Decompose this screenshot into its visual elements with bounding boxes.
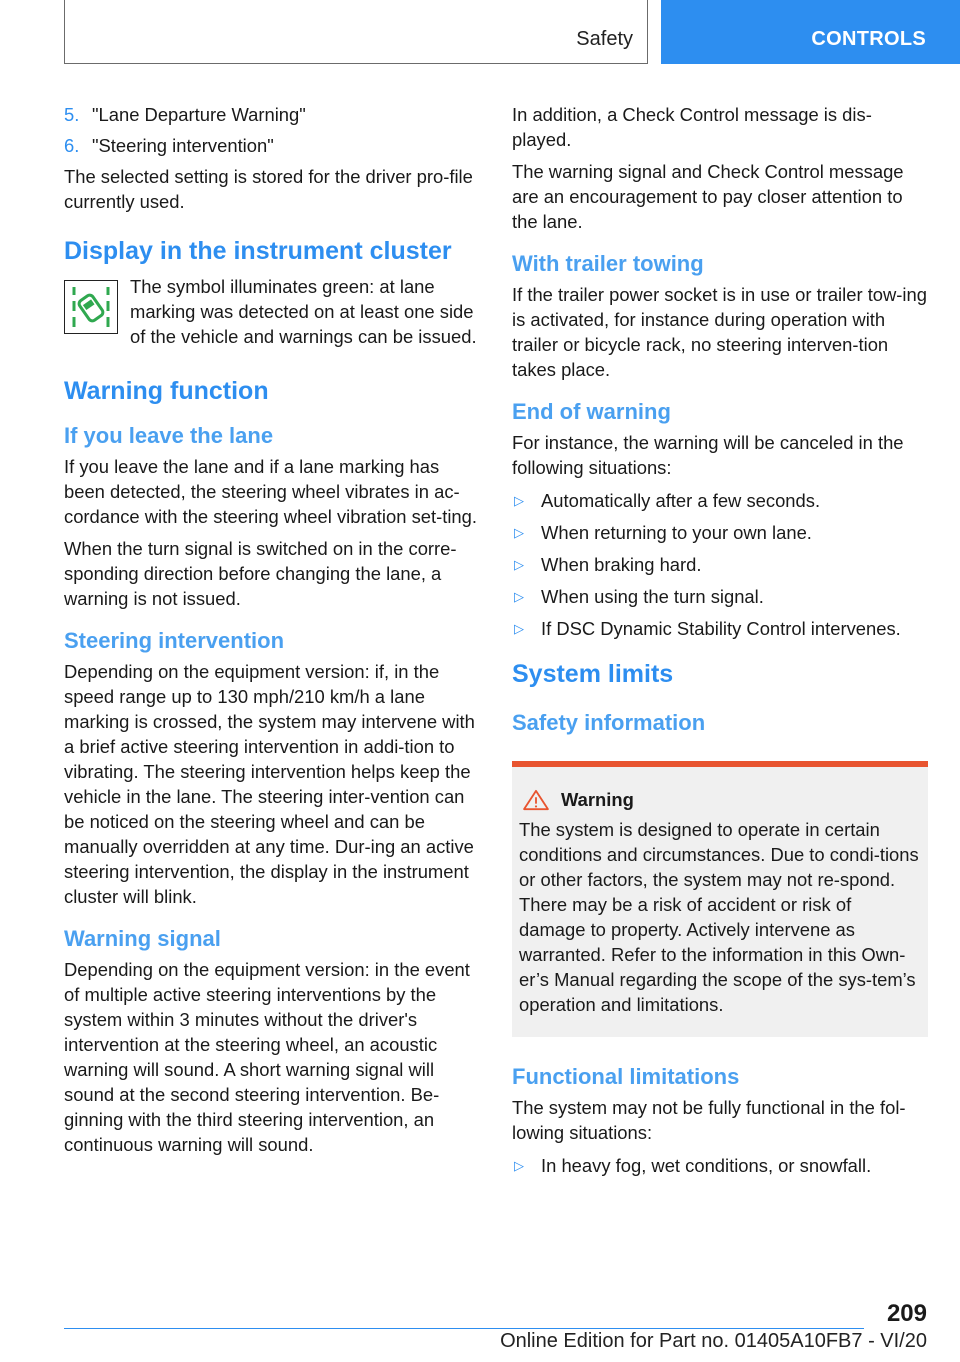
triangle-bullet-icon: ▷ <box>514 621 524 636</box>
heading-warning-signal: Warning signal <box>64 926 221 951</box>
paragraph-leave-lane-1: If you leave the lane and if a lane marking has been detected, the steering wheel vibrates in ac-cordance with the steering wheel vibration set-ting. <box>64 456 477 527</box>
right-column <box>512 102 928 1185</box>
warning-title: Warning <box>561 789 634 810</box>
triangle-bullet-icon: ▷ <box>514 525 524 540</box>
list-item: ▷ If DSC Dynamic Stability Control intervenes. <box>514 618 901 639</box>
heading-steering-intervention: Steering intervention <box>64 628 285 653</box>
heading-warning-function: Warning function <box>64 377 269 405</box>
list-item <box>64 133 478 158</box>
warning-text: The system is designed to operate in certain conditions and circumstances. Due to condi-tions or other factors, the system may not re-spond. There may be a risk of accident or risk of damage to property. Actively intervene as warranted. Refer to the information in this Own-er’s Manual regarding the scope of the sys-tem’s operation and limitations. <box>519 819 919 1015</box>
paragraph-trailer-towing: If the trailer power socket is in use or trailer tow-ing is activated, for instance during operation with trailer or bicycle rack, no steering interven-tion takes place. <box>512 284 927 380</box>
paragraph-steering-intervention: Depending on the equipment version: if, in the speed range up to 130 mph/210 km/h a lane marking is crossed, the system may intervene with a brief active steering intervention in addi-tion to vibrating. The steering intervention helps keep the vehicle in the lane. The steering inter-vention can be noticed on the steering wheel and can be manually overridden at any time. Dur-ing an active steering intervention, the display in the instrument cluster will blink. <box>64 661 475 907</box>
chapter-title: CONTROLS <box>811 28 926 50</box>
list-text: "Lane Departure Warning" <box>92 104 306 125</box>
warning-triangle-icon <box>521 789 551 811</box>
paragraph-stored-setting: The selected setting is stored for the driver pro-file currently used. <box>64 166 473 212</box>
heading-display: Display in the instrument cluster <box>64 237 452 265</box>
list-item <box>64 102 478 127</box>
heading-safety-information: Safety information <box>512 710 706 735</box>
end-of-warning-list <box>512 488 928 641</box>
left-column <box>64 102 478 1157</box>
heading-trailer-towing: With trailer towing <box>512 251 704 276</box>
paragraph-warning-signal: Depending on the equipment version: in the event of multiple active steering interventions by the system within 3 minutes without the driver's intervention at the steering wheel, an acoustic warning will sound. A short warning signal will sound at the second steering intervention. Be-ginning with the third steering intervention, an continuous warning will sound. <box>64 959 470 1155</box>
functional-limitations-list <box>512 1153 928 1178</box>
chapter-tab[interactable] <box>661 0 960 64</box>
triangle-bullet-icon: ▷ <box>514 589 524 604</box>
heading-end-of-warning: End of warning <box>512 399 671 424</box>
paragraph-display: The symbol illuminates green: at lane marking was detected on at least one side of the vehicle and warnings can be issued. <box>130 276 477 347</box>
paragraph-functional-limitations: The system may not be fully functional in the fol-lowing situations: <box>512 1097 906 1143</box>
list-number: 6. <box>64 135 80 156</box>
footer-divider <box>64 1328 864 1329</box>
lane-departure-icon <box>64 280 118 334</box>
paragraph-end-of-warning: For instance, the warning will be canceled in the following situations: <box>512 432 904 478</box>
paragraph-check-control-1: In addition, a Check Control message is dis-played. <box>512 104 872 150</box>
triangle-bullet-icon: ▷ <box>514 557 524 572</box>
list-item: ▷ When using the turn signal. <box>514 586 764 607</box>
display-description <box>64 274 478 352</box>
footer-edition: Online Edition for Part no. 01405A10FB7 - VI/20 <box>500 1330 927 1352</box>
triangle-bullet-icon: ▷ <box>514 493 524 508</box>
heading-leave-lane: If you leave the lane <box>64 423 274 448</box>
list-item: ▷ When returning to your own lane. <box>514 522 812 543</box>
page-number: 209 <box>886 1300 927 1327</box>
section-title: Safety <box>576 28 633 50</box>
header-section-box <box>64 0 648 64</box>
list-number: 5. <box>64 104 80 125</box>
list-item: ▷ Automatically after a few seconds. <box>514 490 821 511</box>
warning-box <box>512 761 928 1037</box>
paragraph-check-control-2: The warning signal and Check Control message are an encouragement to pay closer attention to the lane. <box>512 161 904 232</box>
paragraph-leave-lane-2: When the turn signal is switched on in the corre-sponding direction before changing the lane, a warning is not issued. <box>64 538 457 609</box>
heading-system-limits: System limits <box>512 660 674 688</box>
list-item: ▷ In heavy fog, wet conditions, or snowfall. <box>514 1155 872 1176</box>
triangle-bullet-icon: ▷ <box>514 1158 524 1173</box>
settings-list <box>64 102 478 158</box>
list-text: "Steering intervention" <box>92 135 274 156</box>
list-item: ▷ When braking hard. <box>514 554 702 575</box>
warning-title-row <box>519 789 921 811</box>
heading-functional-limitations: Functional limitations <box>512 1064 740 1089</box>
